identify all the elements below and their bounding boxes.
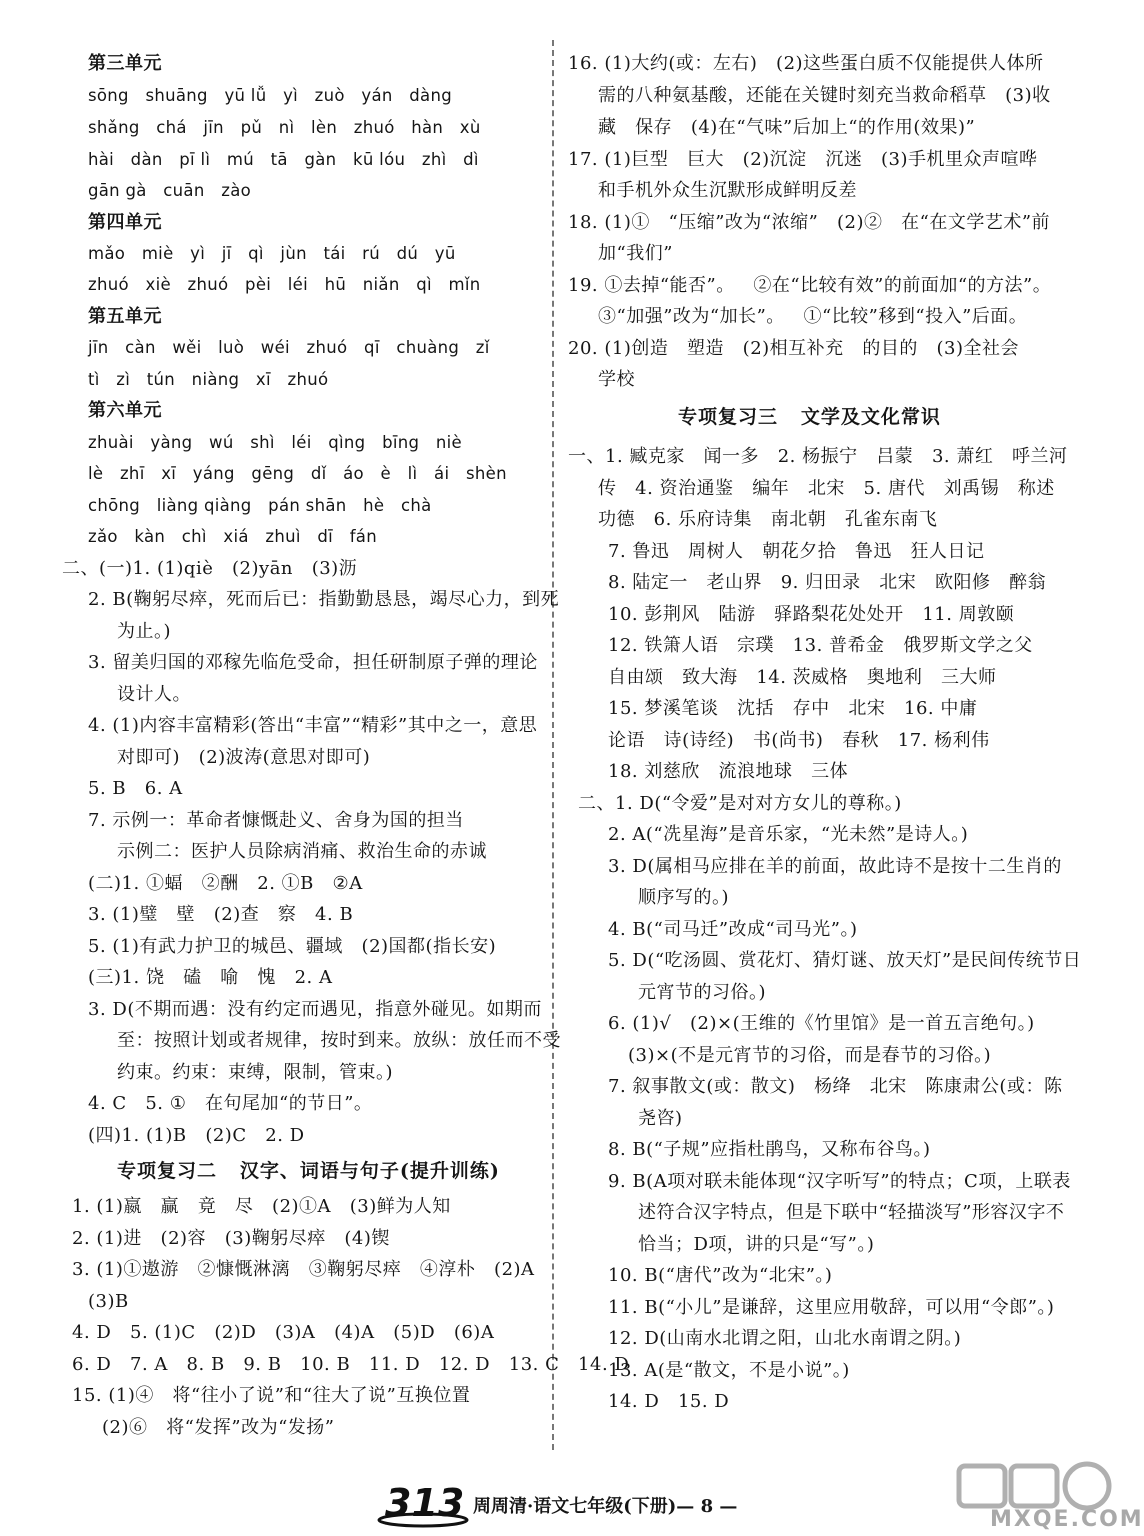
answer-line: 3. 留美归国的邓稼先临危受命，担任研制原子弹的理论 [88,652,538,673]
answer-line: zhuó xiè zhuó pèi léi hū niǎn qì mǐn [88,275,481,294]
answer-line: zǎo kàn chì xiá zhuì dī fán [88,527,377,546]
answer-line: 示例二：医护人员除病消痛、救治生命的赤诚 [117,841,487,862]
answer-line: 11. B(“小儿”是谦辞，这里应用敬辞，可以用“令郎”。) [608,1297,1055,1318]
answer-line: 论语 诗(诗经) 书(尚书) 春秋 17. 杨利伟 [608,730,990,751]
answer-line: 19. ①去掉“能否”。 ②在“比较有效”的前面加“的方法”。 [568,275,1052,296]
answer-line: 6. D 7. A 8. B 9. B 10. B 11. D 12. D 13. C 14. D [72,1354,630,1375]
answer-line: lè zhī xī yáng gēng dǐ áo è lì ái shèn [88,464,507,483]
answer-line: ③“加强”改为“加长”。 ①“比较”移到“投入”后面。 [598,306,1028,327]
answer-line: 15. (1)④ 将“往小了说”和“往大了说”互换位置 [72,1385,471,1406]
answer-line: tì zì tún niàng xī zhuó [88,370,329,389]
answer-line: 自由颂 致大海 14. 茨威格 奥地利 三大师 [608,667,997,688]
answer-line: 18. 刘慈欣 流浪地球 三体 [608,761,849,782]
answer-line: 4. C 5. ① 在句尾加“的节日”。 [88,1093,373,1114]
answer-line: 6. (1)√ (2)×(王维的《竹里馆》是一首五言绝句。) [608,1013,1035,1034]
unit-heading: 第六单元 [88,400,162,421]
answer-line: 5. D(“吃汤圆、赏花灯、猜灯谜、放天灯”是民间传统节日 [608,950,1082,971]
answer-line: 1. (1)嬴 赢 竟 尽 (2)①A (3)鲜为人知 [72,1196,451,1217]
answer-line: 恰当；D项，讲的只是“写”。) [638,1234,875,1255]
answer-line: 5. (1)有武力护卫的城邑、疆域 (2)国都(指长安) [88,936,497,957]
answer-line: 3. D(属相马应排在羊的前面，故此诗不是按十二生肖的 [608,856,1062,877]
answer-line: chōng liàng qiàng pán shān hè chà [88,496,432,515]
answer-line: 对即可) (2)波涛(意思对即可) [117,747,371,768]
answer-line: 为止。) [117,621,172,642]
answer-line: 12. D(山南水北谓之阳，山北水南谓之阴。) [608,1328,962,1349]
answer-line: 一、1. 臧克家 闻一多 2. 杨振宁 吕蒙 3. 萧红 呼兰河 [568,446,1068,467]
answer-line: 二、(一)1. (1)qiè (2)yān (3)沥 [62,558,358,579]
brand-logo-icon [375,1478,470,1528]
answer-line: (3)B [88,1291,129,1312]
answer-line: 3. (1)①遨游 ②慷慨淋漓 ③鞠躬尽瘁 ④淳朴 (2)A [72,1259,535,1280]
answer-line: 15. 梦溪笔谈 沈括 存中 北宋 16. 中庸 [608,698,978,719]
answer-line: 述符合汉字特点，但是下联中“轻描淡写”形容汉字不 [638,1202,1065,1223]
answer-line: 至：按照计划或者规律，按时到来。放纵：放任而不受 [117,1030,561,1051]
answer-line: 和手机外众生沉默形成鲜明反差 [598,180,857,201]
watermark-text: MXQE.COM [990,1507,1144,1532]
answer-line: 17. (1)巨型 巨大 (2)沉淀 沉迷 (3)手机里众声喧哗 [568,149,1038,170]
page-footer [375,1478,875,1528]
answer-line: 2. (1)进 (2)容 (3)鞠躬尽瘁 (4)锲 [72,1228,390,1249]
answer-line: 加“我们” [598,243,673,264]
footer-text: 周周清·语文七年级(下册)— 8 — [473,1496,738,1517]
section-title: 专项复习三 文学及文化常识 [678,406,941,428]
answer-line: 设计人。 [117,684,191,705]
answer-line: jīn càn wěi luò wéi zhuó qī chuàng zǐ [88,338,490,357]
unit-heading: 第四单元 [88,212,162,233]
answer-line: shǎng chá jīn pǔ nì lèn zhuó hàn xù [88,118,481,137]
answer-line: 4. D 5. (1)C (2)D (3)A (4)A (5)D (6)A [72,1322,495,1343]
answer-line: 12. 铁箫人语 宗璞 13. 普希金 俄罗斯文学之父 [608,635,1033,656]
answer-line: 8. B(“子规”应指杜鹃鸟，又称布谷鸟。) [608,1139,931,1160]
answer-line: 14. D 15. D [608,1391,730,1412]
answer-line: 需的八种氨基酸，还能在关键时刻充当救命稻草 (3)收 [598,85,1051,106]
answer-line: 元宵节的习俗。) [638,982,767,1003]
answer-line: 学校 [598,369,635,390]
answer-line: 8. 陆定一 老山界 9. 归田录 北宋 欧阳修 醉翁 [608,572,1047,593]
answer-line: (2)⑥ 将“发挥”改为“发扬” [102,1417,335,1438]
answer-line: 7. 示例一：革命者慷慨赴义、舍身为国的担当 [88,810,464,831]
answer-line: 4. B(“司马迁”改成“司马光”。) [608,919,858,940]
answer-line: gān gà cuān zào [88,181,252,200]
answer-line: 藏 保存 (4)在“气味”后加上“的作用(效果)” [598,117,976,138]
answer-line: 二、1. D(“令爱”是对对方女儿的尊称。) [578,793,902,814]
unit-heading: 第五单元 [88,306,162,327]
answer-line: 9. B(A项对联未能体现“汉字听写”的特点；C项，上联表 [608,1171,1071,1192]
answer-line: 2. B(鞠躬尽瘁，死而后已：指勤勤恳恳，竭尽心力，到死 [88,589,560,610]
answer-line: 18. (1)① “压缩”改为“浓缩” (2)② 在“在文学艺术”前 [568,212,1051,233]
answer-line: 约束。约束：束缚，限制，管束。) [117,1062,394,1083]
answer-line: hài dàn pī lì mú tā gàn kū lóu zhì dì [88,150,479,169]
answer-line: zhuài yàng wú shì léi qìng bīng niè [88,433,463,452]
answer-line: 2. A(“冼星海”是音乐家，“光未然”是诗人。) [608,824,969,845]
answer-line: 3. D(不期而遇：没有约定而遇见，指意外碰见。如期而 [88,999,542,1020]
unit-heading: 第三单元 [88,53,162,74]
answer-line: (四)1. (1)B (2)C 2. D [88,1125,305,1146]
answer-line: mǎo miè yì jī qì jùn tái rú dú yū [88,244,456,263]
answer-line: 尧咨) [638,1108,683,1129]
answer-line: 20. (1)创造 塑造 (2)相互补充 的目的 (3)全社会 [568,338,1019,359]
answer-line: 13. A(是“散文，不是小说”。) [608,1360,850,1381]
answer-line: 功德 6. 乐府诗集 南北朝 孔雀东南飞 [598,509,938,530]
answer-line: 10. B(“唐代”改为“北宋”。) [608,1265,833,1286]
section-title: 专项复习二 汉字、词语与句子(提升训练) [117,1160,500,1182]
answer-line: (3)×(不是元宵节的习俗，而是春节的习俗。) [628,1045,992,1066]
logo-text: 313 [385,1481,465,1525]
answer-line: 顺序写的。) [638,887,730,908]
answer-line: 7. 鲁迅 周树人 朝花夕拾 鲁迅 狂人日记 [608,541,985,562]
answer-line: (三)1. 饶 磕 喻 愧 2. A [88,967,333,988]
answer-line: 7. 叙事散文(或：散文) 杨绛 北宋 陈康肃公(或：陈 [608,1076,1063,1097]
answer-line: 5. B 6. A [88,778,183,799]
answer-line: (二)1. ①蝠 ②酬 2. ①B ②A [88,873,363,894]
answer-line: 16. (1)大约(或：左右) (2)这些蛋白质不仅能提供人体所 [568,53,1044,74]
answer-line: 传 4. 资治通鉴 编年 北宋 5. 唐代 刘禹锡 称述 [598,478,1055,499]
answer-line: 4. (1)内容丰富精彩(答出“丰富”“精彩”其中之一，意思 [88,715,538,736]
column-divider [552,40,554,1450]
answer-line: sōng shuāng yū lǚ yì zuò yán dàng [88,86,453,105]
answer-line: 10. 彭荆风 陆游 驿路梨花处处开 11. 周敦颐 [608,604,1015,625]
answer-line: 3. (1)璧 壁 (2)查 察 4. B [88,904,354,925]
